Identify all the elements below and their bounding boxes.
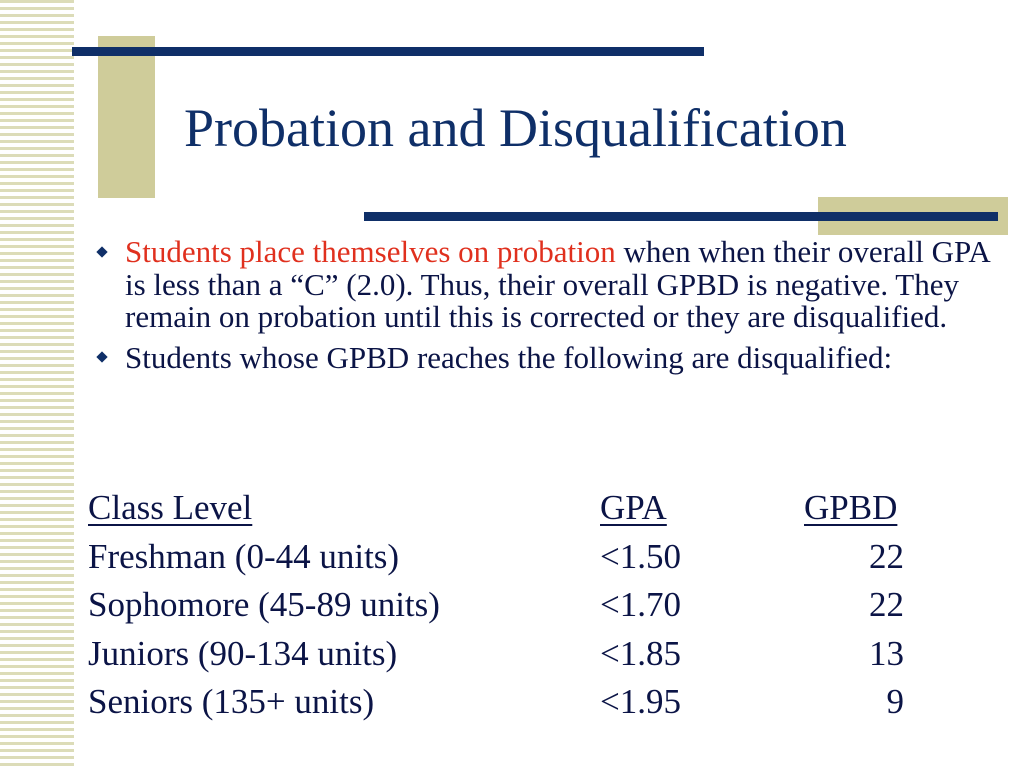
- disqualification-table: [88, 484, 932, 727]
- diamond-bullet-icon: [95, 245, 108, 258]
- table-cell-class-level: Freshman (0-44 units): [88, 536, 400, 576]
- table-header-cell: [88, 484, 600, 533]
- table-cell-class-level: Sophomore (45-89 units): [88, 585, 440, 625]
- bullet-text: Students whose GPBD reaches the following are disqualified:: [125, 339, 893, 375]
- table-row: [88, 533, 932, 582]
- decorative-stripes: [0, 0, 74, 768]
- table-cell-gpa: <1.50: [600, 536, 681, 576]
- decorative-block-left: [98, 36, 155, 198]
- bullet-item-disqualified: [94, 339, 994, 375]
- table-cell-gpbd: 22: [869, 536, 904, 576]
- decorative-rule-top: [72, 47, 704, 56]
- bullet-highlight-text: Students place themselves on probation: [125, 234, 616, 269]
- bullet-text: when when their overall GPA is less than a “C” (2.0). Thus, their overall GPBD is negative. They remain on probation until this is corrected or they are disqualified.: [125, 234, 990, 334]
- column-header-gpa: GPA: [600, 488, 667, 528]
- table-cell-gpbd: 22: [869, 585, 904, 625]
- table-cell-class-level: Juniors (90-134 units): [88, 633, 398, 673]
- table-cell-class-level: Seniors (135+ units): [88, 682, 375, 722]
- table-cell-gpbd: 9: [886, 682, 904, 722]
- table-cell-gpa: <1.95: [600, 682, 681, 722]
- table-header-cell: [804, 484, 932, 533]
- table-header-row: [88, 484, 932, 533]
- table-row: [88, 630, 932, 679]
- table-cell-gpa: <1.85: [600, 633, 681, 673]
- table-cell-gpa: <1.70: [600, 585, 681, 625]
- diamond-bullet-icon: [95, 351, 108, 364]
- table-row: [88, 678, 932, 727]
- table-cell-gpbd: 13: [869, 633, 904, 673]
- bullet-list: [94, 236, 994, 382]
- table-row: [88, 581, 932, 630]
- column-header-gpbd: GPBD: [804, 488, 898, 528]
- decorative-rule-middle: [364, 212, 998, 221]
- column-header-class-level: Class Level: [88, 488, 253, 528]
- slide-title: Probation and Disqualification: [184, 98, 847, 158]
- bullet-item-probation: [94, 236, 994, 334]
- table-header-cell: [600, 484, 804, 533]
